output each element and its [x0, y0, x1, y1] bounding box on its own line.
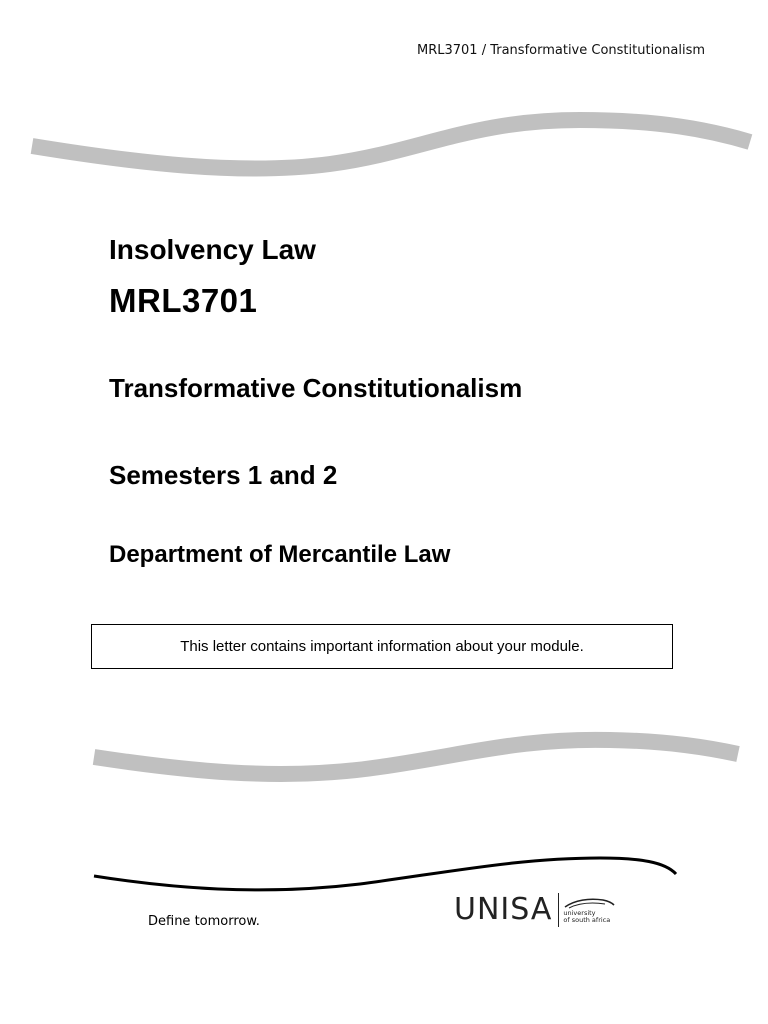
notice-box [91, 624, 673, 669]
unisa-logo [454, 892, 615, 927]
top-decorative-wave [0, 100, 768, 190]
bottom-decorative-wave [0, 730, 768, 800]
department-label: Department of Mercantile Law [109, 541, 451, 568]
course-subtitle: Transformative Constitutionalism [109, 373, 523, 403]
logo-sub-line2: of south africa [563, 915, 611, 924]
logo-emblem [563, 896, 615, 924]
logo-swoosh-icon [563, 896, 615, 910]
logo-divider [558, 893, 559, 927]
logo-wordmark: UNISA [454, 892, 553, 927]
header-reference: MRL3701 / Transformative Constitutionalism [417, 43, 705, 58]
logo-sub-line1: university [563, 908, 596, 917]
course-title: Insolvency Law [109, 234, 316, 265]
tagline: Define tomorrow. [148, 914, 260, 929]
notice-text: This letter contains important information about your module. [180, 638, 584, 655]
course-code: MRL3701 [109, 282, 258, 319]
semesters-label: Semesters 1 and 2 [109, 460, 338, 490]
footer-curve [0, 848, 768, 898]
